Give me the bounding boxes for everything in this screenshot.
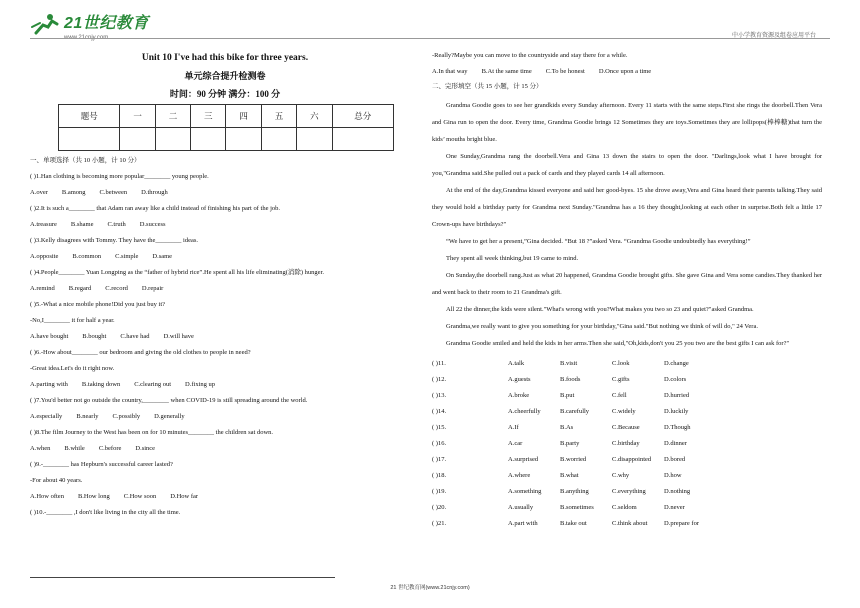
option: D.generally [154, 413, 185, 420]
option: B.worried [560, 456, 587, 463]
option: A.cheerfully [508, 408, 541, 415]
option: B.common [72, 253, 102, 260]
cloze-number: ( )12. [432, 376, 447, 383]
section-heading: 一、单项选择（共 10 小题，计 10 分） [30, 157, 141, 164]
option: A.something [508, 488, 542, 495]
option: A.over [30, 189, 48, 196]
option: C.fell [612, 392, 627, 399]
option: D.bored [664, 456, 686, 463]
option: C.record [105, 285, 128, 292]
option: D.Once upon a time [598, 68, 652, 75]
option: C.gifts [612, 376, 630, 383]
score-table [58, 104, 394, 151]
cloze-number: ( )18. [432, 472, 447, 479]
option: C.possibly [112, 413, 141, 420]
option: C.why [612, 472, 630, 479]
option: D.through [141, 189, 168, 196]
question-response: -No,I________ it for half a year. [30, 317, 115, 324]
option: A.guests [508, 376, 531, 383]
option: D.since [135, 445, 156, 452]
cloze-row [432, 440, 822, 448]
header-platform-text: 中小学教育资源及组卷应用平台 [731, 33, 816, 39]
passage-paragraph: They spent all week thinking,but 19 came to mind. [446, 255, 579, 262]
question-text: ( )5.-What a nice mobile phone!Did you just buy it? [30, 301, 166, 308]
option: D.colors [664, 376, 687, 383]
question-text: ( )2.It is such a________ that Adam ran away like a child instead of finishing his part of the job. [30, 205, 281, 212]
option: D.never [664, 504, 685, 511]
option: C.seldom [612, 504, 637, 511]
option: B.sometimes [560, 504, 594, 511]
option: D.nothing [664, 488, 691, 495]
cloze-row [432, 392, 822, 400]
option: C.birthday [612, 440, 640, 447]
cloze-row [432, 456, 822, 464]
passage-paragraph: Grandma Goodie smiled and held the kids in her arms.Then she said,"Oh,kids,don't you 25 you two are the best gifts I can ask for?" [446, 340, 790, 347]
q10-continuation: -Really?Maybe you can move to the countryside and stay there for a while. [432, 52, 628, 59]
cloze-number: ( )11. [432, 360, 446, 367]
cloze-row [432, 360, 822, 368]
q10-options [432, 68, 822, 76]
passage-paragraph: Grandma Goodie goes to see her grandkids every Sunday afternoon. Every 11 starts with the same steps.First she rings the doorbell.Then Vera and Gina run to open the door. Every time, Grandma Goodie brings 12 Sometimes they are toys.Sometimes they are lollipops(棒棒糖)that turn the kids’ mouths bright blue. [432, 102, 822, 143]
option: A.especially [30, 413, 63, 420]
option: C.truth [107, 221, 126, 228]
cloze-number: ( )14. [432, 408, 447, 415]
score-cell [191, 128, 226, 151]
option: A.parting with [30, 381, 68, 388]
option: D.how [664, 472, 682, 479]
score-cell [226, 128, 261, 151]
option: A.where [508, 472, 531, 479]
option: B.anything [560, 488, 589, 495]
option: C.have had [120, 333, 150, 340]
passage-paragraph: On Sunday,the doorbell rang.Just as what 20 happened, Grandma Goodie brought gifts. She gave Gina and Vera some candies.They thanked her and went back to their room to 21 Grandma's gift. [432, 272, 822, 296]
cloze-row [432, 488, 822, 496]
option: C.think about [612, 520, 648, 527]
question-text: ( )10.-________ ,I don't like living in the city all the time. [30, 509, 181, 516]
option: C.widely [612, 408, 636, 415]
cloze-number: ( )16. [432, 440, 447, 447]
score-header-cell: 二 [155, 105, 190, 128]
option: A.opposite [30, 253, 59, 260]
option: B.put [560, 392, 575, 399]
cloze-passage [432, 97, 822, 352]
logo-url: www.21cnjy.com [64, 35, 109, 41]
cloze-number: ( )15. [432, 424, 447, 431]
option: C.To be honest [545, 68, 585, 75]
cloze-row [432, 472, 822, 480]
footer-text: 21 世纪教育网(www.21cnjy.com) [390, 585, 470, 591]
question-text: ( )4.People________ Yuan Longping as the “father of hybrid rice”.He spent all his life eliminating(消除) hunger. [30, 269, 324, 276]
option: D.fixing up [185, 381, 216, 388]
cloze-number: ( )19. [432, 488, 447, 495]
cloze-row [432, 424, 822, 432]
score-cell [120, 128, 155, 151]
option: C.between [99, 189, 128, 196]
option: A.How often [30, 493, 64, 500]
option: B.carefully [560, 408, 590, 415]
cloze-number: ( )13. [432, 392, 447, 399]
option: B.How long [77, 493, 110, 500]
question-text: ( )6.-How about________ our bedroom and giving the old clothes to people in need? [30, 349, 251, 356]
option: D.repair [141, 285, 164, 292]
score-cell [297, 128, 332, 151]
cloze-row [432, 504, 822, 512]
option: A.remind [30, 285, 55, 292]
question-options [30, 333, 420, 341]
option: A.usually [508, 504, 534, 511]
passage-paragraph: “We have to get her a present,”Gina decided. “But 18 ?”asked Vera. “Grandma Goodie undoubtedly has everything!” [446, 238, 751, 245]
cloze-row [432, 520, 822, 528]
option: B.what [560, 472, 579, 479]
question-options [30, 253, 420, 261]
option: A.have bought [30, 333, 69, 340]
header-divider [30, 38, 830, 39]
option: C.before [98, 445, 122, 452]
option: A.surprised [508, 456, 539, 463]
option: B.taking down [81, 381, 121, 388]
score-cell [59, 128, 120, 151]
option: A.when [30, 445, 51, 452]
option: D.luckily [664, 408, 689, 415]
option: B.visit [560, 360, 578, 367]
right-column [432, 52, 822, 528]
question-text: ( )3.Kelly disagrees with Tommy. They have the________ ideas. [30, 237, 199, 244]
score-header-cell: 六 [297, 105, 332, 128]
option: D.same [152, 253, 173, 260]
passage-paragraph: Grandma,we really want to give you something for your birthday,"Gina said."But nothing we think of will do," 24 Vera. [446, 323, 758, 330]
option: D.hurried [664, 392, 690, 399]
cloze-row [432, 376, 822, 384]
cloze-number: ( )21. [432, 520, 447, 527]
runner-logo-icon [30, 13, 60, 35]
option: B.foods [560, 376, 581, 383]
passage-paragraph: One Sunday,Grandma rang the doorbell.Vera and Gina 13 down the stairs to open the door. "Darlings,look what I have brought for you,"Grandma said.She pulled out a pack of cards and they played cards 14 all afternoon. [432, 153, 822, 177]
option: B.take out [560, 520, 587, 527]
logo-text: 21世纪教育 [64, 15, 149, 32]
question-text: ( )8.The film Journey to the West has been on for 10 minutes________ the children sat down. [30, 429, 274, 436]
question-text: ( )7.You'd better not go outside the country,________ when COVID-19 is still spreading around the world. [30, 397, 308, 404]
option: B.At the same time [481, 68, 532, 75]
option: B.As [560, 424, 574, 431]
question-response: -For about 40 years. [30, 477, 83, 484]
option: B.while [64, 445, 85, 452]
question-options [30, 189, 420, 197]
option: C.simple [115, 253, 139, 260]
option: C.everything [612, 488, 646, 495]
passage-paragraph: At the end of the day,Grandma kissed everyone and said her good-byes. 15 she drove away,Vera and Gina heard their parents talking.They said they would hold a birthday party for Grandma next Sunday."Grandma has a 16 they thought,looking at each other in surprise.Both felt a little 17 Crown-ups have birthdays?" [432, 187, 822, 228]
score-cell [332, 128, 394, 151]
score-header-cell: 题号 [59, 105, 120, 128]
score-header-cell: 五 [261, 105, 296, 128]
section-heading: 二、完形填空（共 15 小题，计 15 分） [432, 83, 543, 90]
score-header-cell: 总分 [332, 105, 394, 128]
option: B.shame [70, 221, 94, 228]
option: D.How far [170, 493, 199, 500]
question-text: ( )9.-________ has Hepburn's successful career lasted? [30, 461, 173, 468]
footer-divider [30, 577, 335, 578]
option: B.nearly [76, 413, 99, 420]
option: C.Because [612, 424, 640, 431]
cloze-row [432, 408, 822, 416]
option: C.clearing out [134, 381, 172, 388]
option: A.broke [508, 392, 530, 399]
mc-question-list [30, 173, 420, 517]
option: A.talk [508, 360, 525, 367]
option: B.party [560, 440, 580, 447]
score-cell [155, 128, 190, 151]
score-header-cell: 四 [226, 105, 261, 128]
option: D.change [664, 360, 689, 367]
option: A.treasure [30, 221, 57, 228]
option: C.disappointed [612, 456, 652, 463]
left-column [30, 48, 420, 517]
score-header-cell: 一 [120, 105, 155, 128]
score-cell [261, 128, 296, 151]
question-options [30, 413, 420, 421]
score-header-cell: 三 [191, 105, 226, 128]
option: B.bought [82, 333, 107, 340]
option: A.If [508, 424, 519, 431]
option: B.among [61, 189, 86, 196]
question-options [30, 493, 420, 501]
cloze-number: ( )20. [432, 504, 447, 511]
page-title: Unit 10 I've had this bike for three years. [141, 53, 309, 63]
site-logo [30, 13, 149, 41]
question-options [30, 445, 420, 453]
option: C.How soon [123, 493, 157, 500]
option: D.prepare for [664, 520, 700, 527]
passage-paragraph: All 22 the dinner,the kids were silent."What's wrong with you?What makes you two so 23 and quiet?"asked Grandma. [446, 306, 754, 313]
question-response: -Great idea.Let's do it right now. [30, 365, 115, 372]
option: D.success [139, 221, 166, 228]
question-options [30, 221, 420, 229]
option: D.Though [664, 424, 691, 431]
option: A.car [508, 440, 523, 447]
question-text: ( )1.Han clothing is becoming more popular________ young people. [30, 173, 209, 180]
question-options [30, 381, 420, 389]
option: B.regard [68, 285, 92, 292]
page-subtitle: 单元综合提升检测卷 [184, 71, 266, 81]
option: D.will have [163, 333, 194, 340]
option: D.dinner [664, 440, 687, 447]
option: C.look [612, 360, 630, 367]
exam-meta: 时间：90 分钟 满分：100 分 [169, 89, 281, 99]
cloze-number: ( )17. [432, 456, 447, 463]
cloze-question-list [432, 360, 822, 528]
option: A.part with [508, 520, 538, 527]
question-options [30, 285, 420, 293]
option: A.In that way [432, 68, 468, 75]
